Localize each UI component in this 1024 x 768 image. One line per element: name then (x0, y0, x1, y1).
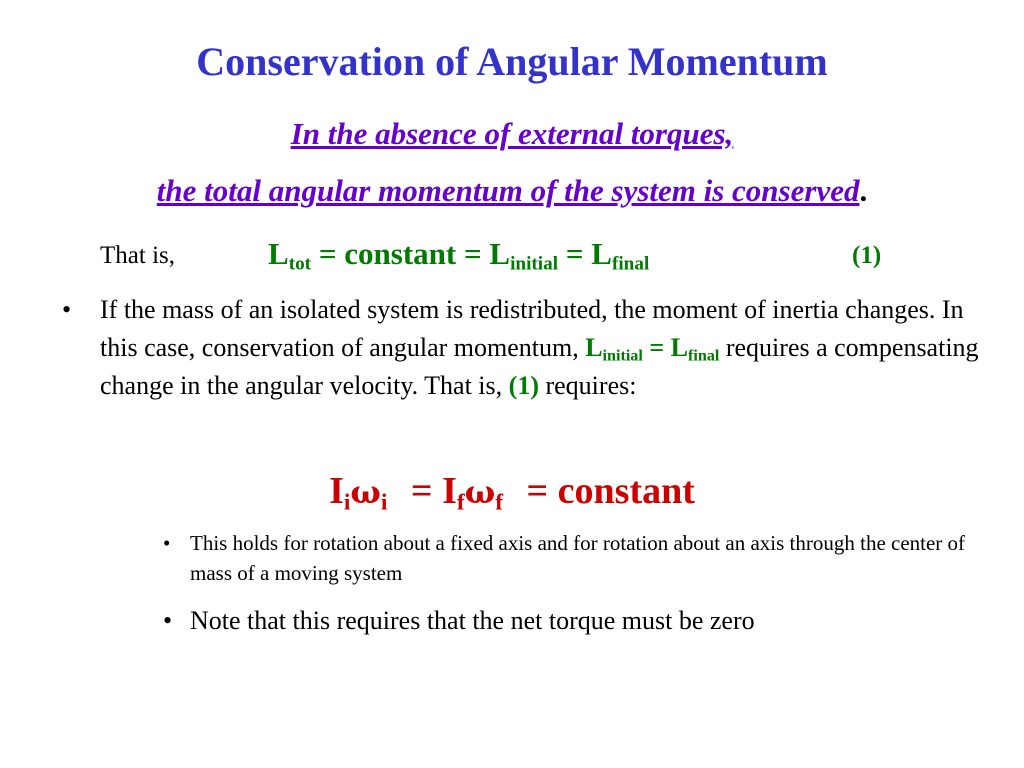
subtitle-line-1-text: In the absence of external torques, (290, 116, 734, 151)
eq2-I-f: I (442, 470, 457, 512)
equation-1-row (100, 236, 1000, 280)
eq1-sub-initial: initial (510, 253, 559, 275)
equation-2 (0, 468, 1024, 515)
eq2-sub-I-f: f (456, 489, 465, 516)
subtitle-line-2 (0, 172, 1024, 210)
eq1-mid-1: = constant = (311, 236, 490, 271)
sub-bullet-2-dot: • (163, 606, 173, 635)
eq2-sub-omega-i: i (380, 489, 388, 516)
bullet-part-3: requires: (538, 371, 637, 400)
sub-bullet-1-text: This holds for rotation about a fixed axis and for rotation about an axis through the center of mass of a moving system (190, 531, 966, 585)
eq2-sub-I-i: i (343, 489, 351, 516)
bullet-dot: • (62, 295, 72, 324)
that-is-label: That is, (100, 242, 175, 269)
bullet-eq (585, 333, 720, 365)
bullet-sub-final: final (688, 347, 720, 365)
eq1-L-tot: L (268, 236, 289, 271)
sub-bullet-2-text: Note that this requires that the net torque must be zero (190, 606, 755, 635)
eq2-equals: = (410, 470, 443, 512)
bullet-equals: = (642, 333, 671, 362)
eq2-omega-i: ω (350, 473, 381, 511)
bullet-part-1: If the mass of an isolated system is redistributed, the moment of inertia changes. In this case, conservation of angular momentum, (100, 295, 964, 362)
subtitle-line-1 (0, 115, 1024, 153)
bullet-part-2: requires a compensating change in the angular velocity. That is, (100, 333, 979, 400)
main-bullet-text (100, 291, 1000, 405)
eq2-I-i: I (329, 470, 344, 512)
subtitle-period: . (859, 173, 868, 208)
eq1-L-final: L (591, 236, 612, 271)
eq1-mid-2: = (558, 236, 592, 271)
slide-title: Conservation of Angular Momentum (196, 39, 828, 84)
bullet-L-final: L (670, 333, 689, 362)
bullet-sub-initial: initial (602, 347, 643, 365)
bullet-L-initial: L (585, 333, 603, 362)
eq1-sub-final: final (611, 253, 650, 275)
eq1-sub-tot: tot (288, 253, 312, 275)
eq2-tail: = constant (526, 470, 695, 512)
eq2-sub-omega-f: f (495, 489, 504, 516)
subtitle-line-2-text: the total angular momentum of the system is conserved (156, 173, 860, 208)
eq2-omega-f: ω (464, 473, 496, 511)
equation-1-number: (1) (852, 242, 882, 269)
bullet-ref: (1) (508, 371, 539, 400)
equation-1 (268, 236, 650, 275)
eq1-L-initial: L (489, 236, 511, 271)
sub-bullet-1-dot: • (163, 531, 171, 555)
